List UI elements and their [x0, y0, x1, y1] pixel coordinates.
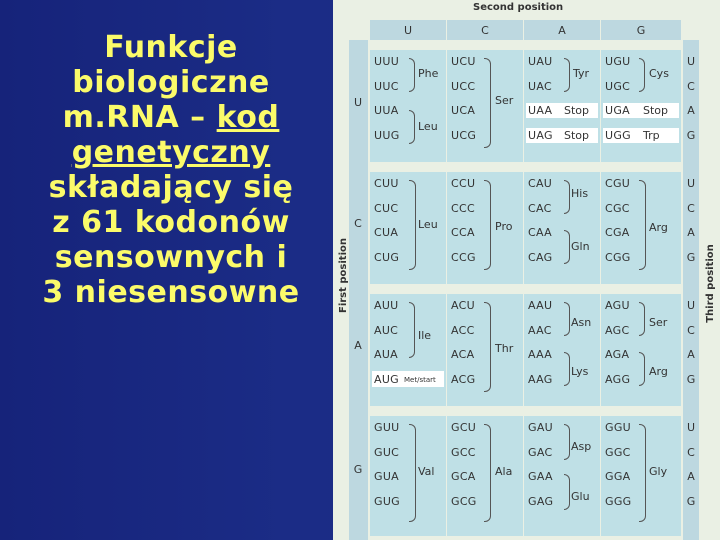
codon: UUC: [374, 79, 399, 93]
aa-stop: Stop: [564, 128, 590, 142]
brace: [484, 58, 491, 148]
codon: UAU: [528, 55, 553, 68]
codon: UCA: [451, 104, 476, 117]
codon: AAA: [528, 348, 553, 361]
title-line: z 61 kodonów: [52, 205, 290, 240]
codon: UUA: [374, 104, 399, 117]
third-letter: C: [687, 201, 695, 215]
codon: UGC: [605, 79, 631, 93]
codon: CAA: [528, 226, 552, 239]
third-letter: G: [686, 494, 696, 508]
codon: AAC: [528, 323, 552, 337]
brace: [564, 302, 570, 336]
third-letter: U: [686, 299, 696, 312]
aa-arg: Arg: [649, 365, 668, 378]
codon: GUA: [374, 470, 400, 483]
aa-val: Val: [418, 465, 435, 478]
aa-leu: Leu: [418, 120, 438, 133]
codon: UGA: [605, 104, 631, 117]
aa-pro: Pro: [495, 220, 513, 233]
title-underlined-word: kod: [216, 100, 280, 135]
brace: [409, 110, 415, 144]
codon: GUU: [374, 421, 400, 434]
codon: GCC: [451, 445, 476, 459]
third-letter: A: [687, 348, 695, 361]
codon: AUA: [374, 348, 399, 361]
third-letter: G: [686, 250, 696, 264]
aa-phe: Phe: [418, 67, 439, 80]
brace: [409, 58, 415, 92]
codon: ACA: [451, 348, 475, 361]
brace: [564, 230, 570, 264]
title-line: składający się: [48, 170, 294, 205]
codon: UUU: [374, 55, 400, 68]
codon: GGU: [605, 421, 631, 434]
codon: GGG: [605, 494, 632, 508]
brace: [564, 424, 570, 460]
codon: AGG: [605, 372, 631, 386]
title-line: 3 niesensowne: [42, 275, 300, 310]
codon: ACU: [451, 299, 475, 312]
codon: ACC: [451, 323, 475, 337]
aa-asn: Asn: [571, 316, 592, 329]
aa-trp: Trp: [643, 128, 660, 142]
first-letter-g: G: [353, 463, 363, 476]
codon: CCA: [451, 226, 475, 239]
third-letter: C: [687, 323, 695, 337]
codon: CCC: [451, 201, 475, 215]
aa-his: His: [571, 187, 589, 200]
brace: [639, 424, 646, 522]
first-position-label: First position: [338, 237, 350, 314]
aa-arg: Arg: [649, 221, 668, 234]
third-letter: U: [686, 55, 696, 68]
third-letter: U: [686, 421, 696, 434]
codon: GUC: [374, 445, 400, 459]
brace: [639, 180, 646, 270]
brace: [639, 352, 645, 386]
third-letter: G: [686, 372, 696, 386]
codon: AUC: [374, 323, 399, 337]
third-letter: G: [686, 128, 696, 142]
codon: GCA: [451, 470, 476, 483]
codon: AUU: [374, 299, 399, 312]
codon: CGU: [605, 177, 631, 190]
codon: GUG: [374, 494, 400, 508]
slide-title: [12, 30, 330, 310]
second-letter-u: U: [370, 20, 446, 40]
aa-asp: Asp: [571, 440, 592, 453]
brace: [484, 302, 491, 392]
third-letter: A: [687, 226, 695, 239]
aa-leu: Leu: [418, 218, 438, 231]
codon: CAU: [528, 177, 553, 190]
codon: CAG: [528, 250, 553, 264]
codon: CCU: [451, 177, 476, 190]
second-letter-c: C: [447, 20, 523, 40]
codon: CGA: [605, 226, 630, 239]
first-letter-a: A: [354, 339, 362, 352]
third-letter: U: [686, 177, 696, 190]
aa-ser: Ser: [495, 94, 514, 107]
codon: AGC: [605, 323, 630, 337]
codon: UAA: [528, 104, 553, 117]
brace: [564, 352, 570, 386]
codon: GCG: [451, 494, 477, 508]
codon: AGU: [605, 299, 630, 312]
second-letter-g: G: [601, 20, 681, 40]
codon: CUC: [374, 201, 399, 215]
codon: GAC: [528, 445, 553, 459]
title-line: biologiczne: [72, 65, 270, 100]
first-letter-u: U: [353, 96, 363, 109]
brace: [564, 180, 570, 214]
aa-tyr: Tyr: [573, 67, 590, 80]
second-position-label: Second position: [473, 2, 564, 13]
third-letter: C: [687, 79, 695, 93]
aa-met-start: Met/start: [404, 375, 436, 384]
brace: [639, 302, 645, 336]
title-line: sensownych i: [54, 240, 288, 275]
codon: GCU: [451, 421, 477, 434]
aa-glu: Glu: [571, 490, 590, 503]
codon: GAA: [528, 470, 553, 483]
title-line-underlined: genetyczny: [71, 135, 271, 170]
third-letter: C: [687, 445, 695, 459]
aa-gln: Gln: [571, 240, 590, 253]
brace: [484, 424, 491, 522]
third-letter: A: [687, 470, 695, 483]
aa-ile: Ile: [418, 329, 432, 342]
first-letter-c: C: [354, 217, 362, 230]
codon: AGA: [605, 348, 630, 361]
codon: CAC: [528, 201, 552, 215]
codon: UUG: [374, 128, 400, 142]
codon: UAC: [528, 79, 552, 93]
codon: UGG: [605, 128, 631, 142]
brace: [409, 302, 415, 358]
codon: CGG: [605, 250, 631, 264]
codon: GAU: [528, 421, 554, 434]
brace: [564, 58, 570, 92]
brace: [564, 474, 570, 510]
aa-ser: Ser: [649, 316, 668, 329]
codon: UCU: [451, 55, 476, 68]
codon: CCG: [451, 250, 476, 264]
aa-gly: Gly: [649, 465, 668, 478]
brace: [484, 180, 491, 270]
aa-thr: Thr: [495, 342, 514, 355]
codon: AAU: [528, 299, 553, 312]
codon: AUG: [374, 372, 400, 386]
aa-lys: Lys: [571, 365, 589, 378]
aa-stop: Stop: [643, 104, 669, 117]
codon: UAG: [528, 128, 553, 142]
codon: GGC: [605, 445, 631, 459]
codon: CGC: [605, 201, 630, 215]
codon: UGU: [605, 55, 631, 68]
codon: UCC: [451, 79, 476, 93]
second-letter-a: A: [524, 20, 600, 40]
title-line: [12, 100, 330, 135]
codon: CUG: [374, 250, 400, 264]
brace: [639, 58, 645, 92]
codon: GGA: [605, 470, 631, 483]
codon: CUA: [374, 226, 399, 239]
brace: [409, 180, 416, 270]
codon: ACG: [451, 372, 476, 386]
codon: GAG: [528, 494, 554, 508]
genetic-code-table: [333, 0, 720, 540]
aa-cys: Cys: [649, 67, 669, 80]
codon: UCG: [451, 128, 477, 142]
codon: AAG: [528, 372, 553, 386]
aa-ala: Ala: [495, 465, 513, 478]
third-letter: A: [687, 104, 695, 117]
codon: CUU: [374, 177, 399, 190]
title-line-text: m.RNA –: [62, 100, 217, 135]
aa-stop: Stop: [564, 104, 590, 117]
brace: [409, 424, 416, 522]
title-line: Funkcje: [104, 30, 238, 65]
third-position-label: Third position: [704, 244, 716, 323]
